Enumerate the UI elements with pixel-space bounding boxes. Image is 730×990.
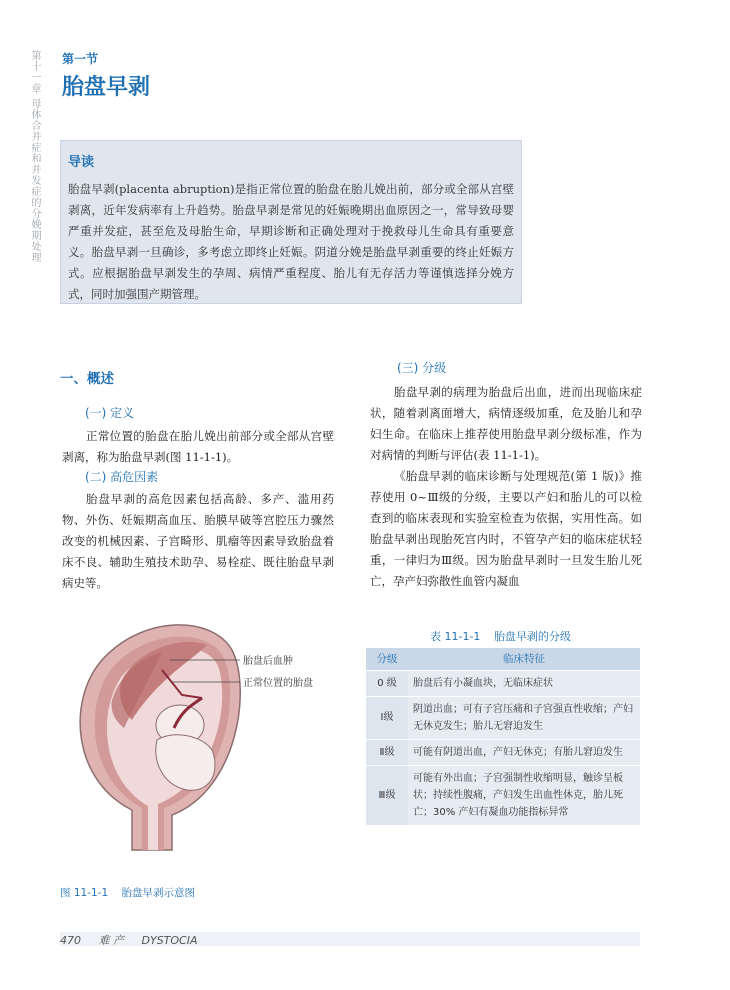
table-header-row <box>366 648 640 670</box>
grade-cell: Ⅱ级 <box>366 739 408 765</box>
figure-label-retroplacental-hematoma: 胎盘后血肿 <box>243 656 293 667</box>
figure-placental-abruption <box>62 610 362 875</box>
figure-label-normal-placenta: 正常位置的胎盘 <box>243 678 313 689</box>
grade-cell: Ⅰ级 <box>366 696 408 739</box>
intro-text: 胎盘早剥(placenta abruption)是指正常位置的胎盘在胎儿娩出前，部分或全部从宫壁剥离，近年发病率有上升趋势。胎盘早剥是常见的妊娠晚期出血原因之一，常导致母婴严重并发症，甚至危及母胎生命，早期诊断和正确处理对于挽救母儿生命具有重要意义。胎盘早剥一旦确诊，多考虑立即终止妊娠。阴道分娩是胎盘早剥重要的终止妊娠方式。应根据胎盘早剥发生的孕周、病情严重程度、胎儿有无存活力等谨慎选择分娩方式，同时加强围产期管理。 <box>68 182 514 301</box>
grade-cell: 0 级 <box>366 670 408 696</box>
book-title-en: DYSTOCIA <box>141 934 198 947</box>
table-row <box>366 765 640 825</box>
table-row <box>366 670 640 696</box>
feature-cell: 胎盘后有小凝血块，无临床症状 <box>408 670 640 696</box>
page-number: 470 <box>60 934 81 947</box>
risk-factors-text: 胎盘早剥的高危因素包括高龄、多产、滥用药物、外伤、妊娠期高血压、胎膜早破等宫腔压力骤然改变的机械因素、子宫畸形、肌瘤等因素导致胎盘着床不良、辅助生殖技术助孕、易栓症、既往胎盘早剥病史等。 <box>62 492 334 590</box>
figure-title: 胎盘早剥示意图 <box>121 887 195 899</box>
page-title: 胎盘早剥 <box>62 75 151 100</box>
table-title: 胎盘早剥的分级 <box>493 630 571 643</box>
table-caption <box>430 628 581 644</box>
page-footer <box>60 932 212 948</box>
intro-box <box>60 140 522 304</box>
classification-paragraph-1: 胎盘早剥的病理为胎盘后出血，进而出现临床症状，随着剥离面增大，病情逐级加重，危及胎儿和孕妇生命。在临床上推荐使用胎盘早剥分级标准，作为对病情的判断与评估(表 11-1-1)。 <box>370 385 642 462</box>
uterus-illustration <box>62 610 362 875</box>
table-number: 表 11-1-1 <box>430 630 481 643</box>
overview-heading: 一、概述 <box>60 371 114 387</box>
feature-cell: 可能有外出血；子宫强制性收缩明显，触诊呈板状；持续性腹痛，产妇发生出血性休克，胎儿死亡；30% 产妇有凝血功能指标异常 <box>408 765 640 825</box>
grade-cell: Ⅲ级 <box>366 765 408 825</box>
intro-heading: 导读 <box>68 155 95 170</box>
chapter-side-label: 第十一章 母体合并症和并发症的分娩期处理 <box>29 50 40 264</box>
header-feature: 临床特征 <box>408 648 640 670</box>
grading-table <box>366 648 640 826</box>
classification-paragraph-2: 《胎盘早剥的临床诊断与处理规范(第 1 版)》推荐使用 0~Ⅲ级的分级，主要以产妇和胎儿的可以检查到的临床表现和实验室检查为依据，实用性高。如胎盘早剥出现胎死宫内时，不管孕产妇的临床症状轻重，一律归为Ⅲ级。因为胎盘早剥时一旦发生胎儿死亡，孕产妇弥散性血管内凝血 <box>370 469 642 588</box>
section-label: 第一节 <box>62 52 99 66</box>
header-grade: 分级 <box>366 648 408 670</box>
risk-factors-heading: (二) 高危因素 <box>85 470 159 484</box>
figure-number: 图 11-1-1 <box>60 887 109 899</box>
table-row <box>366 696 640 739</box>
classification-heading: (三) 分级 <box>397 361 447 375</box>
figure-caption <box>60 885 205 900</box>
table-row <box>366 739 640 765</box>
definition-heading: (一) 定义 <box>85 406 135 420</box>
feature-cell: 阴道出血；可有子宫压痛和子宫强直性收缩；产妇无休克发生；胎儿无窘迫发生 <box>408 696 640 739</box>
book-title-cn: 难 产 <box>98 934 124 947</box>
definition-text: 正常位置的胎盘在胎儿娩出前部分或全部从宫壁剥离，称为胎盘早剥(图 11-1-1)。 <box>62 429 334 464</box>
feature-cell: 可能有阴道出血，产妇无休克；有胎儿窘迫发生 <box>408 739 640 765</box>
